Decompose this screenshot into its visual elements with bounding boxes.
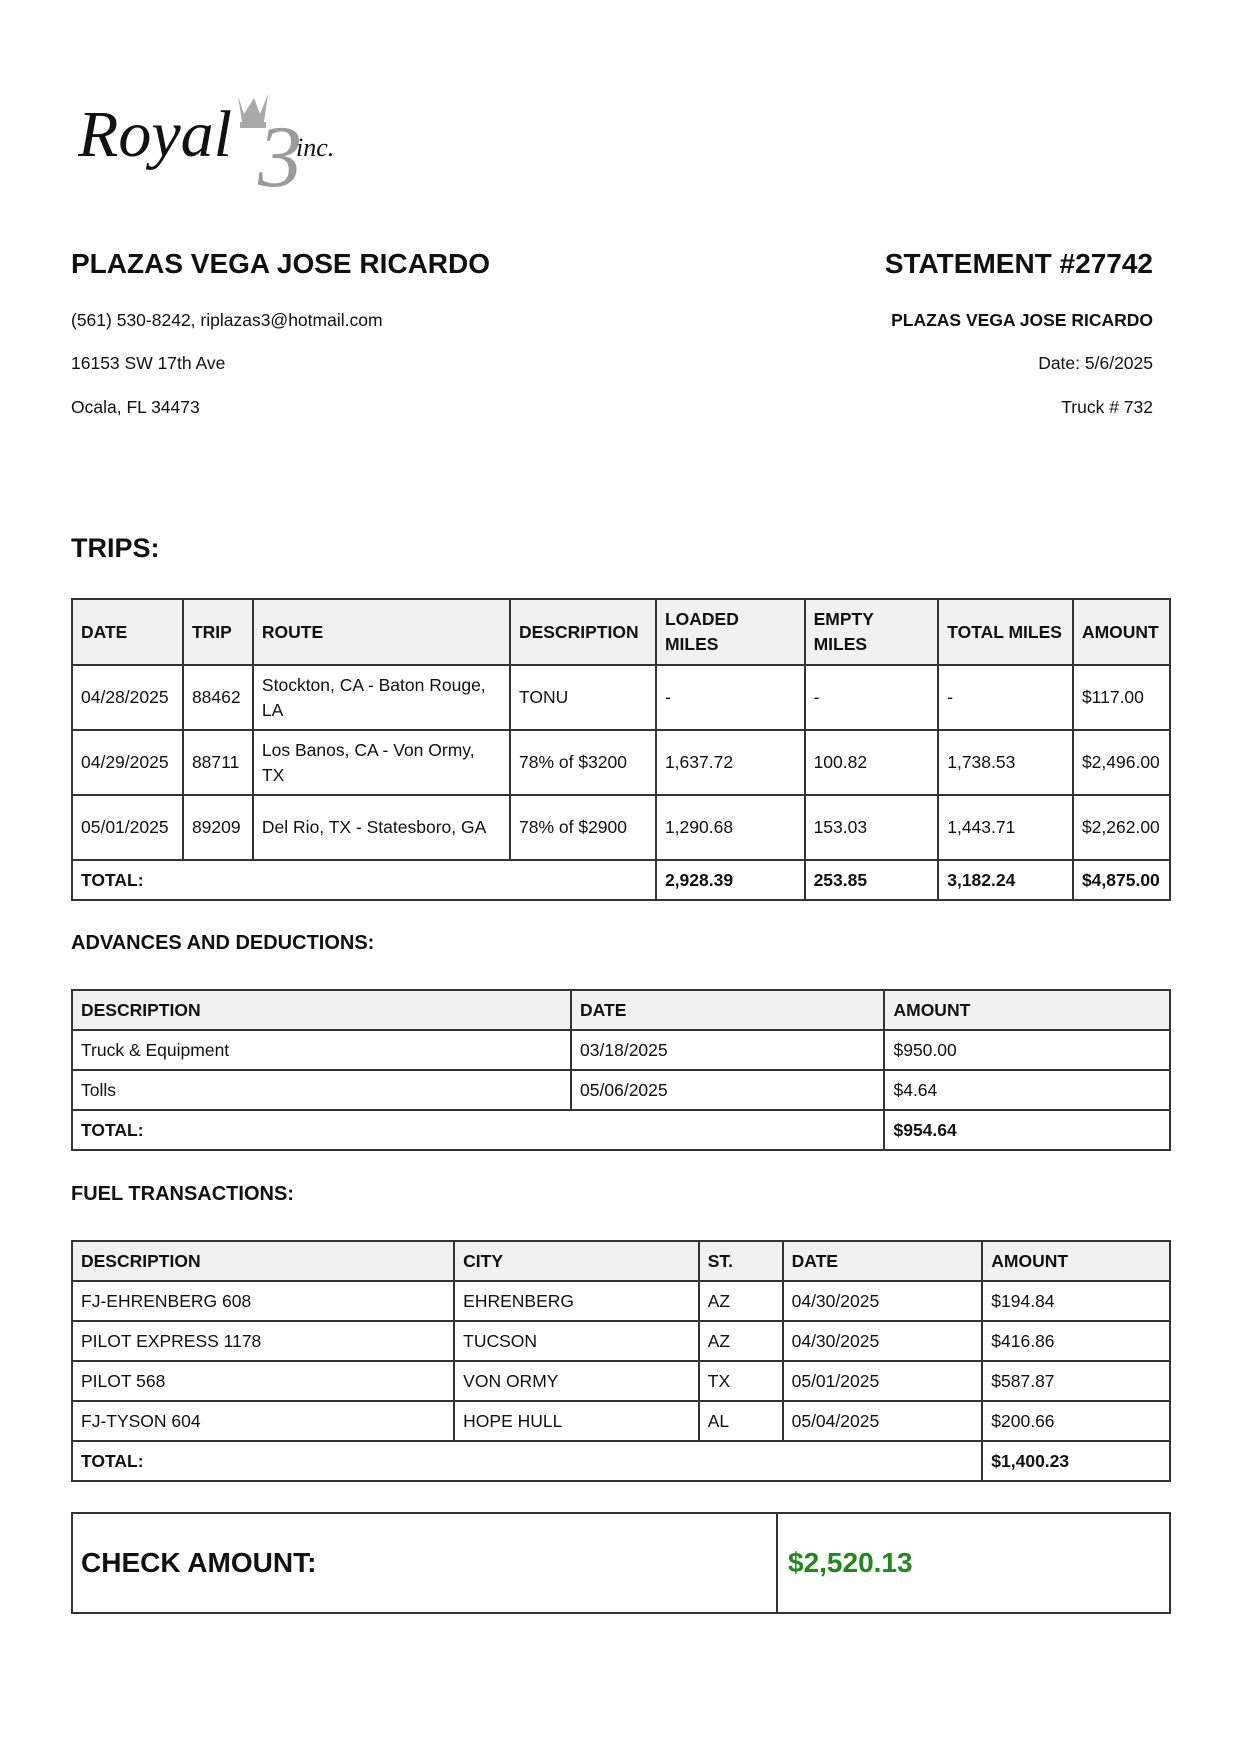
- cell-amount: $2,496.00: [1073, 730, 1170, 795]
- cell-loaded-miles: 1,290.68: [656, 795, 805, 860]
- driver-address-line2: Ocala, FL 34473: [71, 397, 200, 417]
- col-header-date: DATE: [72, 599, 183, 665]
- check-amount-box: [71, 1512, 1171, 1614]
- truck-number: Truck # 732: [1061, 397, 1153, 417]
- col-header-loaded-miles: LOADED MILES: [656, 599, 805, 665]
- table-row: [72, 1281, 1170, 1321]
- trips-table: [71, 598, 1171, 901]
- cell-date: 05/01/2025: [72, 795, 183, 860]
- total-amount: $4,875.00: [1073, 860, 1170, 900]
- driver-contact: (561) 530-8242, riplazas3@hotmail.com: [71, 310, 383, 330]
- cell-city: VON ORMY: [454, 1361, 699, 1401]
- col-header-amount: AMOUNT: [1073, 599, 1170, 665]
- cell-description: FJ-EHRENBERG 608: [72, 1281, 454, 1321]
- cell-trip: 89209: [183, 795, 253, 860]
- cell-city: EHRENBERG: [454, 1281, 699, 1321]
- cell-amount: $200.66: [982, 1401, 1170, 1441]
- cell-route: Del Rio, TX - Statesboro, GA: [253, 795, 510, 860]
- total-loaded-miles: 2,928.39: [656, 860, 805, 900]
- statement-driver-name: PLAZAS VEGA JOSE RICARDO: [891, 310, 1153, 330]
- cell-empty-miles: 100.82: [805, 730, 939, 795]
- cell-description: 78% of $3200: [510, 730, 656, 795]
- cell-description: 78% of $2900: [510, 795, 656, 860]
- cell-empty-miles: -: [805, 665, 939, 730]
- cell-loaded-miles: -: [656, 665, 805, 730]
- table-row: [72, 795, 1170, 860]
- fuel-title: FUEL TRANSACTIONS:: [71, 1183, 294, 1205]
- total-label: TOTAL:: [72, 1110, 884, 1150]
- cell-description: TONU: [510, 665, 656, 730]
- cell-route: Stockton, CA - Baton Rouge, LA: [253, 665, 510, 730]
- check-divider: [776, 1514, 778, 1612]
- trips-total-row: [72, 860, 1170, 900]
- driver-name: PLAZAS VEGA JOSE RICARDO: [71, 248, 491, 279]
- cell-date: 05/01/2025: [783, 1361, 983, 1401]
- cell-amount: $950.00: [884, 1030, 1170, 1070]
- total-amount: $954.64: [884, 1110, 1170, 1150]
- cell-empty-miles: 153.03: [805, 795, 939, 860]
- cell-description: Truck & Equipment: [72, 1030, 571, 1070]
- cell-description: FJ-TYSON 604: [72, 1401, 454, 1441]
- table-row: [72, 1070, 1170, 1110]
- cell-state: TX: [699, 1361, 783, 1401]
- fuel-table: [71, 1240, 1171, 1482]
- cell-date: 04/30/2025: [783, 1321, 983, 1361]
- cell-amount: $117.00: [1073, 665, 1170, 730]
- logo-word: Royal: [78, 98, 232, 171]
- cell-description: PILOT 568: [72, 1361, 454, 1401]
- cell-loaded-miles: 1,637.72: [656, 730, 805, 795]
- table-row: [72, 1361, 1170, 1401]
- cell-route: Los Banos, CA - Von Ormy, TX: [253, 730, 510, 795]
- total-empty-miles: 253.85: [805, 860, 939, 900]
- col-header-date: DATE: [571, 990, 884, 1030]
- check-amount-label: CHECK AMOUNT:: [81, 1547, 317, 1578]
- cell-amount: $587.87: [982, 1361, 1170, 1401]
- cell-amount: $416.86: [982, 1321, 1170, 1361]
- cell-date: 04/29/2025: [72, 730, 183, 795]
- advances-title: ADVANCES AND DEDUCTIONS:: [71, 932, 375, 954]
- company-logo: [78, 78, 388, 198]
- cell-date: 05/04/2025: [783, 1401, 983, 1441]
- table-row: [72, 1030, 1170, 1070]
- table-row: [72, 1321, 1170, 1361]
- cell-date: 04/30/2025: [783, 1281, 983, 1321]
- total-label: TOTAL:: [72, 860, 656, 900]
- statement-number: STATEMENT #27742: [884, 248, 1153, 279]
- cell-total-miles: -: [938, 665, 1073, 730]
- cell-amount: $2,262.00: [1073, 795, 1170, 860]
- cell-amount: $4.64: [884, 1070, 1170, 1110]
- cell-date: 03/18/2025: [571, 1030, 884, 1070]
- table-row: [72, 665, 1170, 730]
- cell-state: AL: [699, 1401, 783, 1441]
- driver-address-line1: 16153 SW 17th Ave: [71, 353, 226, 373]
- advances-header-row: [72, 990, 1170, 1030]
- logo-number: 3: [258, 109, 302, 198]
- check-amount-value: $2,520.13: [788, 1547, 913, 1578]
- col-header-description: DESCRIPTION: [510, 599, 656, 665]
- col-header-description: DESCRIPTION: [72, 990, 571, 1030]
- advances-table: [71, 989, 1171, 1151]
- col-header-route: ROUTE: [253, 599, 510, 665]
- cell-description: Tolls: [72, 1070, 571, 1110]
- cell-date: 04/28/2025: [72, 665, 183, 730]
- cell-total-miles: 1,738.53: [938, 730, 1073, 795]
- fuel-total-row: [72, 1441, 1170, 1481]
- col-header-amount: AMOUNT: [982, 1241, 1170, 1281]
- cell-amount: $194.84: [982, 1281, 1170, 1321]
- col-header-state: ST.: [699, 1241, 783, 1281]
- cell-state: AZ: [699, 1281, 783, 1321]
- total-miles: 3,182.24: [938, 860, 1073, 900]
- cell-state: AZ: [699, 1321, 783, 1361]
- cell-city: HOPE HULL: [454, 1401, 699, 1441]
- total-label: TOTAL:: [72, 1441, 982, 1481]
- advances-total-row: [72, 1110, 1170, 1150]
- cell-total-miles: 1,443.71: [938, 795, 1073, 860]
- col-header-city: CITY: [454, 1241, 699, 1281]
- col-header-total-miles: TOTAL MILES: [938, 599, 1073, 665]
- col-header-empty-miles: EMPTY MILES: [805, 599, 939, 665]
- trips-header-row: [72, 599, 1170, 665]
- col-header-description: DESCRIPTION: [72, 1241, 454, 1281]
- col-header-amount: AMOUNT: [884, 990, 1170, 1030]
- cell-date: 05/06/2025: [571, 1070, 884, 1110]
- trips-title: TRIPS:: [71, 533, 160, 563]
- fuel-header-row: [72, 1241, 1170, 1281]
- statement-date: Date: 5/6/2025: [1038, 353, 1153, 373]
- cell-trip: 88462: [183, 665, 253, 730]
- table-row: [72, 1401, 1170, 1441]
- total-amount: $1,400.23: [982, 1441, 1170, 1481]
- table-row: [72, 730, 1170, 795]
- cell-description: PILOT EXPRESS 1178: [72, 1321, 454, 1361]
- logo-suffix: inc.: [296, 133, 335, 162]
- cell-city: TUCSON: [454, 1321, 699, 1361]
- cell-trip: 88711: [183, 730, 253, 795]
- col-header-date: DATE: [783, 1241, 983, 1281]
- col-header-trip: TRIP: [183, 599, 253, 665]
